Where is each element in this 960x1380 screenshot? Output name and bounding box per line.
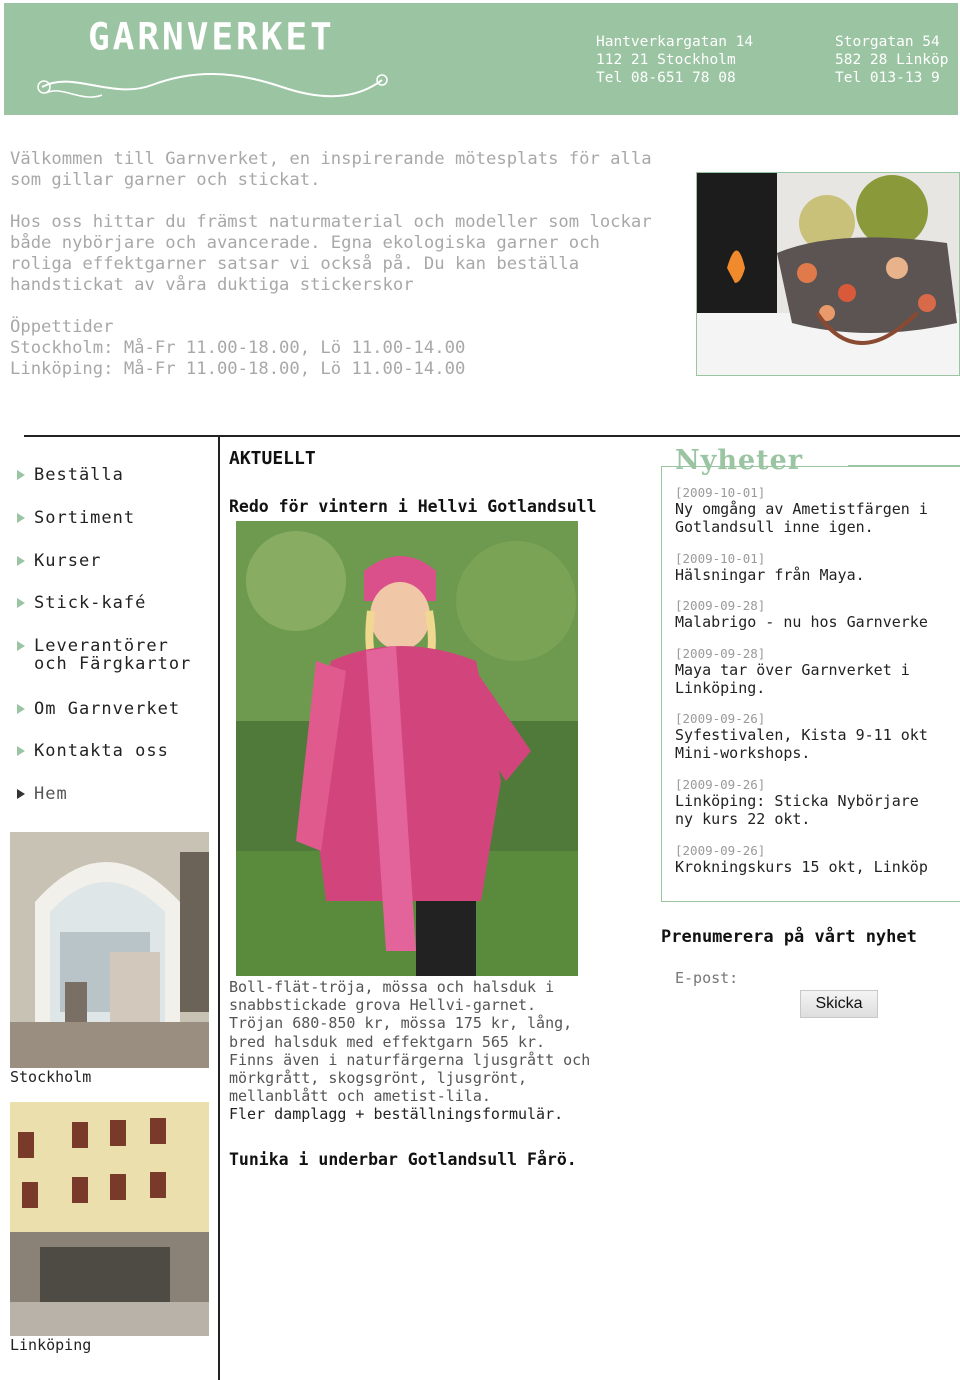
nav-item-bestalla[interactable] (14, 466, 124, 484)
nav-item-label: Beställa (34, 465, 124, 485)
news-title: Nyheter (675, 445, 804, 476)
news-date: [2009-09-28] (675, 598, 766, 613)
article-title[interactable]: Redo för vintern i Hellvi Gotlandsull (229, 497, 597, 516)
store-address-linkoping (835, 33, 949, 87)
linkoping-caption: Linköping (10, 1336, 92, 1354)
arrow-right-icon (14, 639, 28, 653)
email-label: E-post: (675, 969, 739, 987)
arrow-right-icon (14, 702, 28, 716)
content-divider-horizontal (24, 435, 960, 437)
news-item[interactable] (675, 843, 928, 876)
pink-knitwear-photo (236, 521, 578, 976)
news-text: Syfestivalen, Kista 9-11 okt (675, 726, 928, 744)
news-item[interactable] (675, 646, 910, 697)
news-text: ny kurs 22 okt. (675, 810, 811, 828)
news-date: [2009-09-28] (675, 646, 766, 661)
intro-text (10, 149, 660, 401)
news-item[interactable] (675, 711, 928, 762)
article-caption (229, 978, 649, 1124)
news-title-rule (848, 465, 960, 466)
address-phone: Tel 08-651 78 08 (596, 70, 736, 86)
news-date: [2009-09-26] (675, 777, 766, 792)
about-paragraph: Hos oss hittar du främst naturmaterial och modeller som lockar både nybörjare och avancerade. Egna ekologiska garner och roliga effektgarner satsar vi också på. Du kan beställa handstickat av våra duktiga stickerskor (10, 212, 652, 295)
hours-title: Öppettider (10, 317, 114, 337)
nav-item-sortiment[interactable] (14, 509, 135, 527)
nav-item-kurser[interactable] (14, 552, 101, 570)
news-text: Linköping. (675, 679, 766, 697)
nav-item-label: Leverantörer och Färgkartor (34, 636, 192, 674)
linkoping-store-photo (10, 1102, 209, 1336)
arrow-right-icon (14, 596, 28, 610)
hours-stockholm: Stockholm: Må-Fr 11.00-18.00, Lö 11.00-14.00 (10, 338, 466, 358)
hours-linkoping: Linköping: Må-Fr 11.00-18.00, Lö 11.00-14.00 (10, 359, 466, 379)
news-item[interactable] (675, 598, 928, 631)
site-logo[interactable]: GARNVERKET (88, 15, 335, 59)
news-date: [2009-09-26] (675, 711, 766, 726)
address-postal: 112 21 Stockholm (596, 52, 736, 68)
caption-text: Boll-flät-tröja, mössa och halsduk i snabbstickade grova Hellvi-garnet. Tröjan 680-850 kr, mössa 175 kr, lång, bred halsduk med effektgarn 565 kr. Finns även i naturfärgerna ljusgrått och mörkgrått, skogsgrönt, ljusgrönt, mellanblått och ametist-lila. (229, 978, 591, 1106)
news-date: [2009-10-01] (675, 551, 766, 566)
news-item[interactable] (675, 551, 865, 584)
opening-hours (10, 317, 660, 380)
nav-item-om-garnverket[interactable] (14, 700, 180, 718)
news-text: Linköping: Sticka Nybörjare (675, 792, 919, 810)
store-address-stockholm (596, 33, 753, 87)
nav-item-label: Stick-kafé (34, 593, 147, 613)
news-section-heading: AKTUELLT (229, 448, 316, 469)
nav-item-label: Om Garnverket (34, 699, 181, 719)
nav-item-kontakta-oss[interactable] (14, 742, 169, 760)
news-date: [2009-09-26] (675, 843, 766, 858)
address-phone: Tel 013-13 9 (835, 70, 940, 86)
arrow-right-icon (14, 554, 28, 568)
nav-item-stick-kafe[interactable] (14, 594, 146, 612)
address-street: Hantverkargatan 14 (596, 34, 754, 50)
news-text: Krokningskurs 15 okt, Linköp (675, 858, 928, 876)
news-text: Mini-workshops. (675, 744, 811, 762)
nav-item-label: Hem (34, 784, 68, 804)
news-item[interactable] (675, 777, 919, 828)
nav-item-hem[interactable] (14, 785, 68, 803)
arrow-right-icon (14, 787, 28, 801)
news-text: Gotlandsull inne igen. (675, 518, 874, 536)
stockholm-caption: Stockholm (10, 1068, 92, 1086)
welcome-paragraph: Välkommen till Garnverket, en inspirerande mötesplats för alla som gillar garner och stickat. (10, 149, 652, 190)
more-garments-link[interactable]: Fler damplagg + beställningsformulär. (229, 1105, 564, 1124)
address-postal: 582 28 Linköp (835, 52, 949, 68)
knitted-bag-photo (696, 172, 960, 376)
news-text: Malabrigo - nu hos Garnverke (675, 613, 928, 631)
arrow-right-icon (14, 744, 28, 758)
news-text: Ny omgång av Ametistfärgen i (675, 500, 928, 518)
stockholm-store-photo (10, 832, 209, 1068)
news-item[interactable] (675, 485, 928, 536)
send-button[interactable]: Skicka (800, 990, 878, 1018)
arrow-right-icon (14, 468, 28, 482)
site-header (4, 3, 958, 115)
arrow-right-icon (14, 511, 28, 525)
news-text: Hälsningar från Maya. (675, 566, 865, 584)
nav-item-label: Kontakta oss (34, 741, 169, 761)
content-divider-vertical (218, 437, 220, 1380)
nav-item-label: Kurser (34, 551, 102, 571)
news-text: Maya tar över Garnverket i (675, 661, 910, 679)
logo-swirl-decoration (32, 65, 392, 105)
nav-item-label: Sortiment (34, 508, 136, 528)
nav-item-leverantorer[interactable] (14, 637, 204, 673)
news-date: [2009-10-01] (675, 485, 766, 500)
article-title-2[interactable]: Tunika i underbar Gotlandsull Fårö. (229, 1150, 577, 1169)
address-street: Storgatan 54 (835, 34, 940, 50)
newsletter-title: Prenumerera på vårt nyhet (661, 927, 917, 947)
